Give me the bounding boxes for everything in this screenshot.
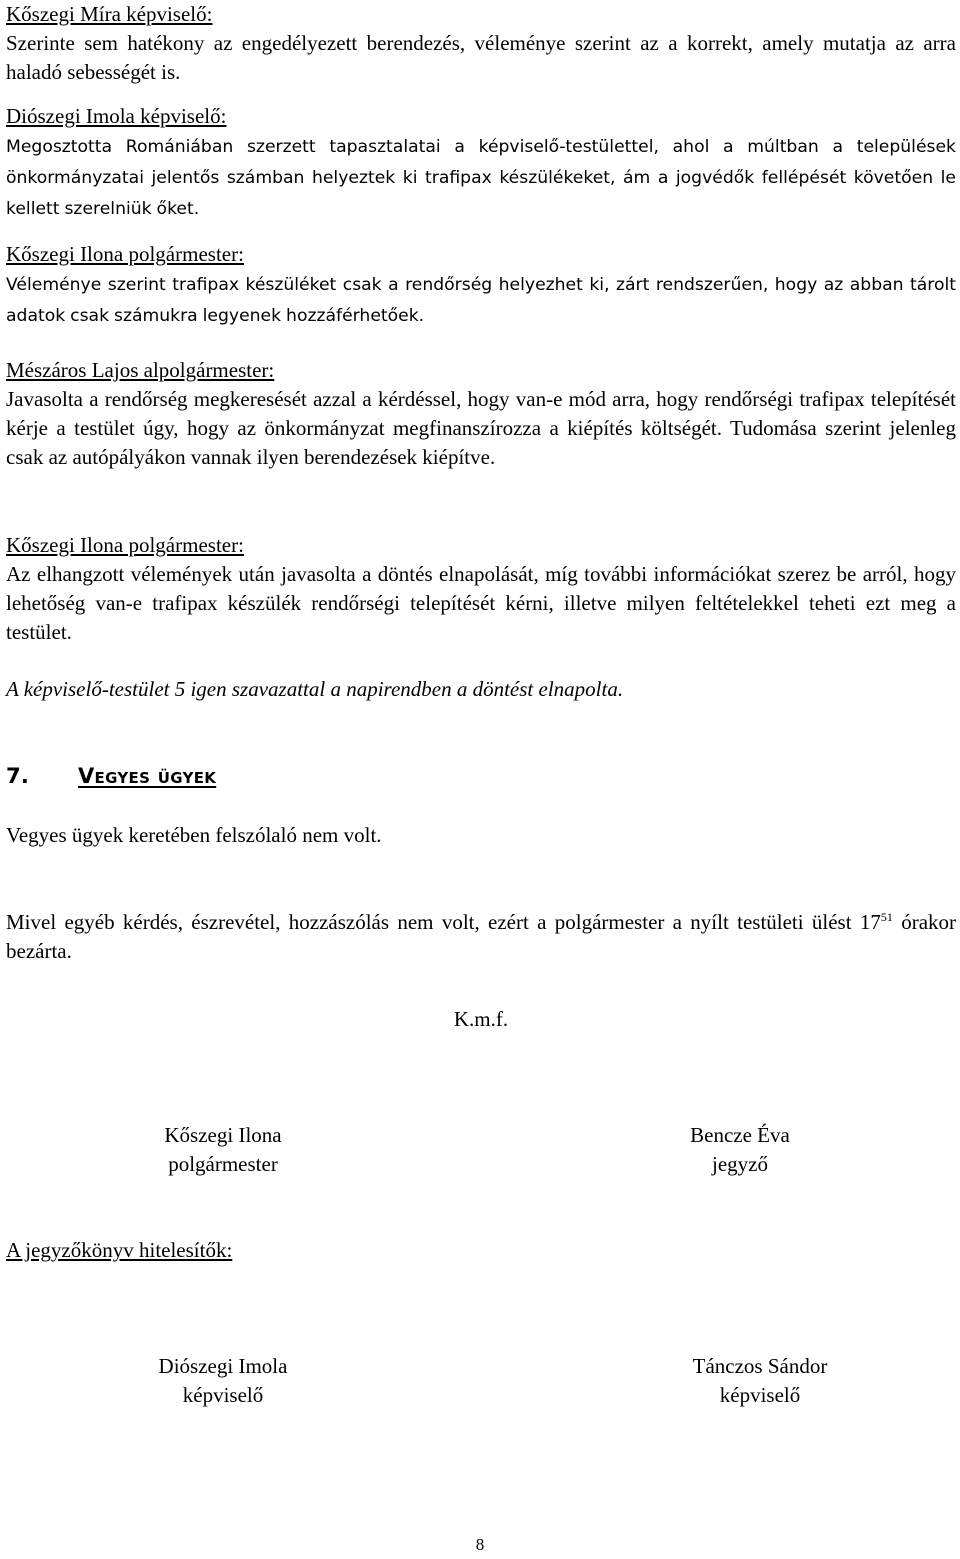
minutes-entry — [6, 356, 956, 472]
minutes-entry — [6, 531, 956, 647]
speaker-statement: Véleménye szerint trafipax készüléket csak a rendőrség helyezhet ki, zárt rendszerűen, hogy az abban tárolt adatok csak számukra legyenek hozzáférhetőek. — [6, 275, 956, 326]
authenticator — [648, 1352, 872, 1410]
page-number: 8 — [475, 1535, 485, 1554]
section-number: 7. — [6, 764, 30, 788]
minutes-entry — [6, 0, 956, 87]
signatory-role: jegyző — [712, 1152, 768, 1176]
speaker-statement: Javasolta a rendőrség megkeresését azzal a kérdéssel, hogy van-e mód arra, hogy rendőrségi trafipax telepítését kérje a testület úgy, hogy az önkormányzat megfinanszírozza a kiépítés költségét. Tudomása szerint jelenleg csak az autópályákon vannak ilyen berendezések kiépítve. — [6, 387, 956, 469]
authenticators-heading: A jegyzőkönyv hitelesítők: — [6, 1238, 233, 1262]
signatory-role: polgármester — [168, 1152, 278, 1176]
speaker-name: Mészáros Lajos alpolgármester: — [6, 358, 275, 382]
speaker-statement: Megosztotta Romániában szerzett tapasztalatai a képviselő-testülettel, ahol a múltban a települések önkormányzatai jelentős számban helyeztek ki trafipax készülékeket, ám a jogvédők fellépését követően le kellett szerelniük őket. — [6, 137, 956, 219]
closing-hour: 17 — [859, 910, 881, 934]
decision-text: A képviselő-testület 5 igen szavazattal a napirendben a döntést elnapolta. — [6, 677, 624, 701]
speaker-statement: Szerinte sem hatékony az engedélyezett berendezés, véleménye szerint az a korrekt, amely mutatja az arra haladó sebességét is. — [6, 31, 956, 84]
authenticator-name: Diószegi Imola — [158, 1354, 288, 1378]
signatory-name: Kőszegi Ilona — [164, 1123, 282, 1147]
authenticator-role: képviselő — [182, 1383, 264, 1407]
authenticator — [111, 1352, 335, 1410]
section-heading — [6, 762, 956, 792]
speaker-statement: Az elhangzott vélemények után javasolta a döntés elnapolását, míg további információkat szerez be arról, hogy lehetőség van-e trafipax készülék rendőrségi telepítését kérni, illetve milyen feltételekkel teheti ezt meg a testület. — [6, 562, 956, 644]
speaker-name: Kőszegi Ilona polgármester: — [6, 533, 244, 557]
closing-text — [6, 908, 956, 966]
speaker-name: Kőszegi Ilona polgármester: — [6, 242, 244, 266]
speaker-name: Kőszegi Míra képviselő: — [6, 2, 213, 26]
minutes-entry — [6, 102, 956, 224]
misc-text: Vegyes ügyek keretében felszólaló nem volt. — [6, 823, 382, 847]
section-title: Vegyes ügyek — [78, 764, 217, 788]
closing-text-before: Mivel egyéb kérdés, észrevétel, hozzászólás nem volt, ezért a polgármester a nyílt testületi ülést — [6, 910, 852, 934]
kmf-label: K.m.f. — [453, 1007, 509, 1031]
closing-minute: 51 — [880, 910, 893, 924]
signatory — [111, 1121, 335, 1179]
speaker-name: Diószegi Imola képviselő: — [6, 104, 227, 128]
signatory — [628, 1121, 852, 1179]
authenticator-name: Tánczos Sándor — [692, 1354, 828, 1378]
signatory-name: Bencze Éva — [690, 1123, 790, 1147]
minutes-entry — [6, 240, 956, 331]
closing-text-after: órakor bezárta. — [6, 910, 957, 963]
authenticator-role: képviselő — [719, 1383, 801, 1407]
